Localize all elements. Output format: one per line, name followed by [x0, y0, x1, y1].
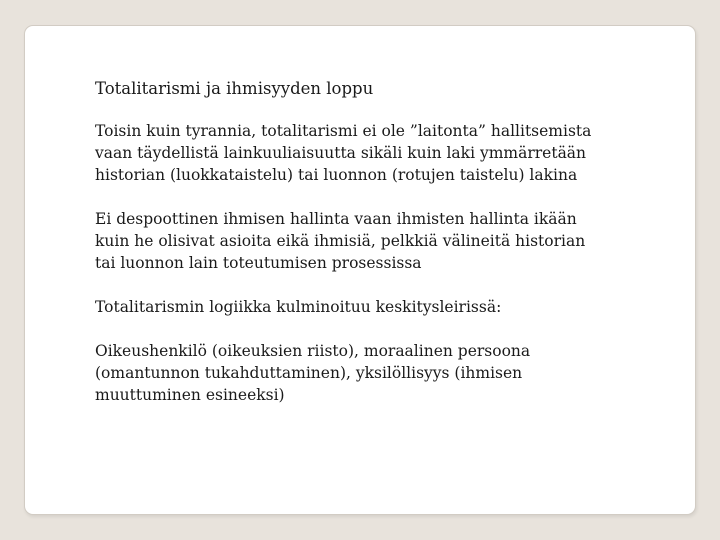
paragraph-dimensions-of-person: Oikeushenkilö (oikeuksien riisto), moraalinen persoona (omantunnon tukahduttaminen), yksilöllisyys (ihmisen muuttuminen esineeksi): [95, 342, 531, 404]
paragraph-rule-over-humans: Ei despoottinen ihmisen hallinta vaan ihmisten hallinta ikään kuin he olisivat asioita eikä ihmisiä, pelkkiä välineitä historian tai luonnon lain toteutumisen prosessissa: [95, 210, 586, 272]
slide-title: Totalitarismi ja ihmisyyden loppu: [95, 79, 374, 98]
slide-content: [95, 78, 615, 428]
slide-card: [24, 25, 696, 515]
paragraph-totalitarianism-vs-tyranny: Toisin kuin tyrannia, totalitarismi ei ole ”laitonta” hallitsemista vaan täydellistä lainkuuliaisuutta sikäli kuin laki ymmärretään historian (luokkataistelu) tai luonnon (rotujen taistelu) lakina: [95, 122, 592, 184]
paragraph-camp-logic: Totalitarismin logiikka kulminoituu keskitysleirissä:: [95, 298, 502, 316]
